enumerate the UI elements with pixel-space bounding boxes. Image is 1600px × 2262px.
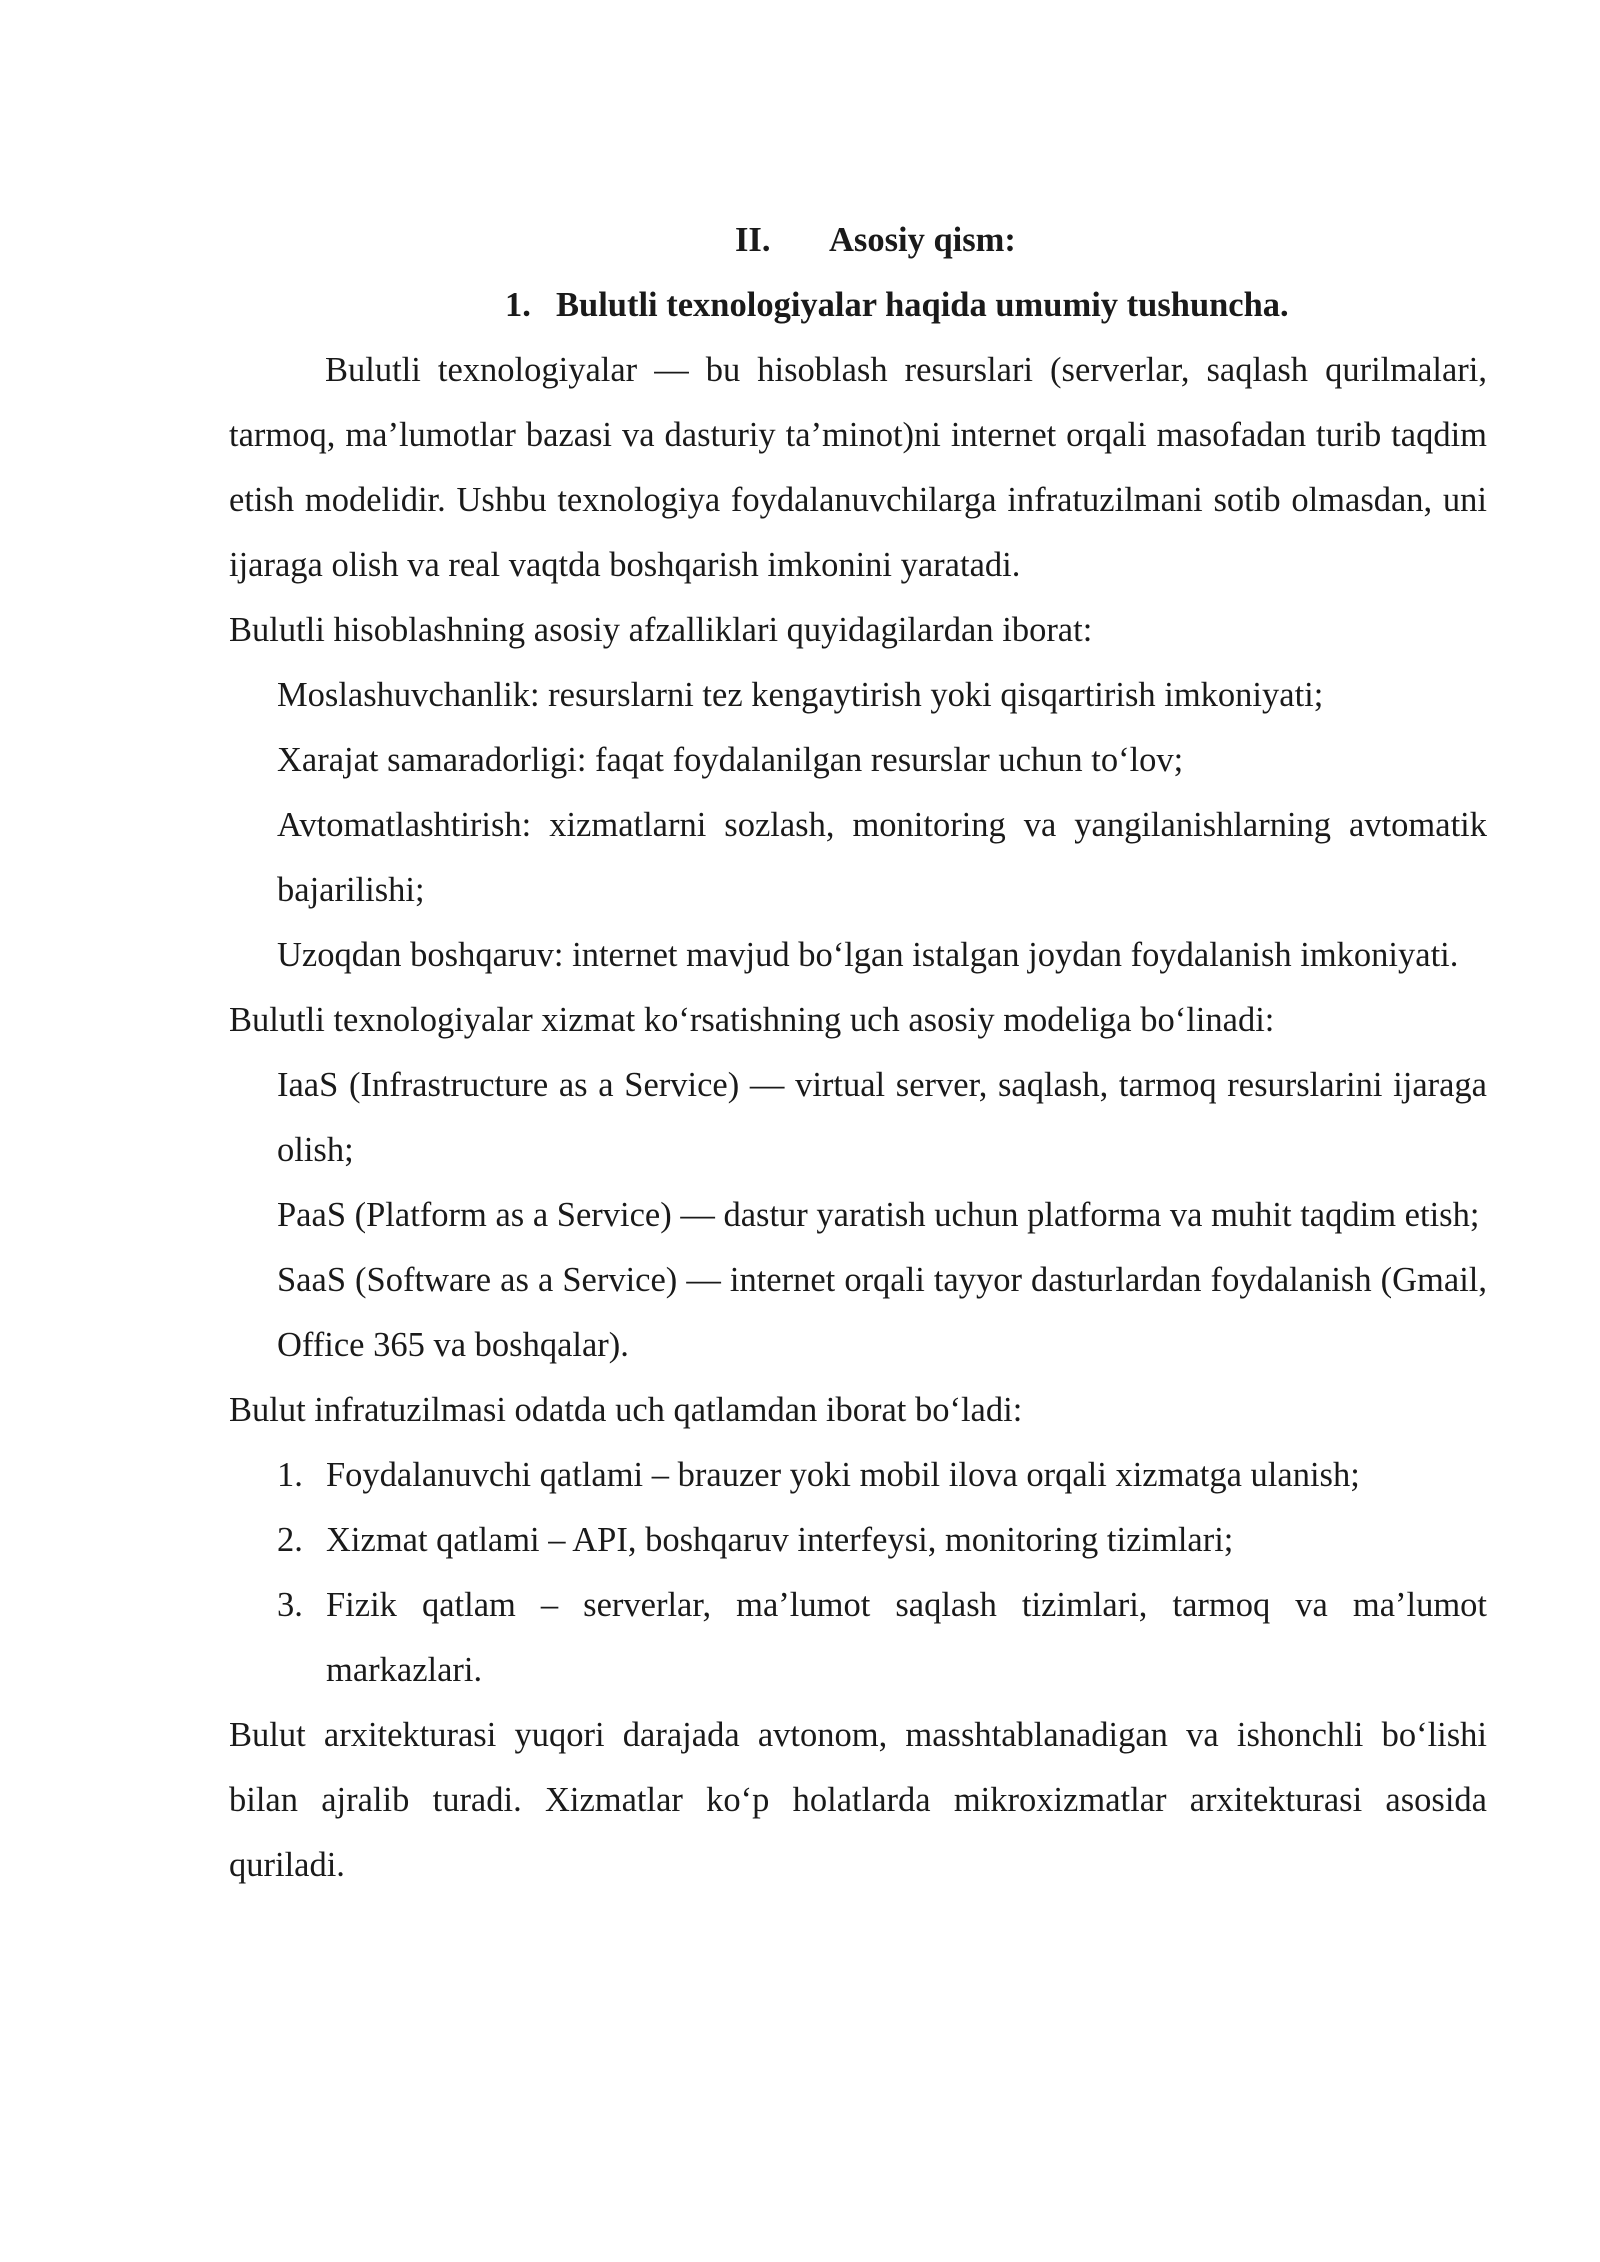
layer-item (229, 1573, 1487, 1703)
layer-text: Fizik qatlam – serverlar, ma’lumot saqlash tizimlari, tarmoq va ma’lumot markazlari. (326, 1586, 1487, 1689)
layer-number: 3. (277, 1586, 303, 1624)
advantage-item: Xarajat samaradorligi: faqat foydalanilgan resurslar uchun to‘lov; (277, 741, 1184, 779)
intro-paragraph: Bulutli texnologiyalar — bu hisoblash resurslari (serverlar, saqlash qurilmalari, tarmoq, ma’lumotlar bazasi va dasturiy ta’minot)ni internet orqali masofadan turib taqdim etish modelidir. Ushbu texnologiya foydalanuvchilarga infratuzilmani sotib olmasdan, uni ijaraga olish va real vaqtda boshqarish imkonini yaratadi. (229, 351, 1487, 584)
section-heading (229, 208, 1487, 273)
subsection-title: Bulutli texnologiyalar haqida umumiy tushuncha. (556, 286, 1289, 324)
layer-number: 2. (277, 1521, 303, 1559)
model-item: IaaS (Infrastructure as a Service) — virtual server, saqlash, tarmoq resurslarini ijaraga olish; (277, 1066, 1487, 1169)
model-item: SaaS (Software as a Service) — internet orqali tayyor dasturlardan foydalanish (Gmail, Office 365 va boshqalar). (277, 1261, 1487, 1364)
layer-text: Foydalanuvchi qatlami – brauzer yoki mobil ilova orqali xizmatga ulanish; (326, 1456, 1360, 1494)
layer-item (229, 1443, 1487, 1508)
section-title: Asosiy qism: (829, 221, 1016, 259)
subsection-heading (229, 273, 1487, 338)
closing-paragraph: Bulut arxitekturasi yuqori darajada avtonom, masshtablanadigan va ishonchli bo‘lishi bilan ajralib turadi. Xizmatlar ko‘p holatlarda mikroxizmatlar arxitekturasi asosida quriladi. (229, 1716, 1487, 1884)
layer-number: 1. (277, 1456, 303, 1494)
model-item: PaaS (Platform as a Service) — dastur yaratish uchun platforma va muhit taqdim etish; (277, 1196, 1480, 1234)
layer-item (229, 1508, 1487, 1573)
subsection-number: 1. (505, 286, 531, 324)
advantage-item: Moslashuvchanlik: resurslarni tez kengaytirish yoki qisqartirish imkoniyati; (277, 676, 1324, 714)
layer-text: Xizmat qatlami – API, boshqaruv interfeysi, monitoring tizimlari; (326, 1521, 1234, 1559)
document-body (229, 208, 1487, 1898)
layers-lead: Bulut infratuzilmasi odatda uch qatlamdan iborat bo‘ladi: (229, 1391, 1023, 1429)
advantage-item: Uzoqdan boshqaruv: internet mavjud bo‘lgan istalgan joydan foydalanish imkoniyati. (277, 936, 1459, 974)
advantages-lead: Bulutli hisoblashning asosiy afzalliklari quyidagilardan iborat: (229, 611, 1093, 649)
section-number: II. (735, 221, 771, 259)
models-lead: Bulutli texnologiyalar xizmat ko‘rsatishning uch asosiy modeliga bo‘linadi: (229, 1001, 1275, 1039)
advantage-item: Avtomatlashtirish: xizmatlarni sozlash, monitoring va yangilanishlarning avtomatik bajarilishi; (277, 806, 1487, 909)
